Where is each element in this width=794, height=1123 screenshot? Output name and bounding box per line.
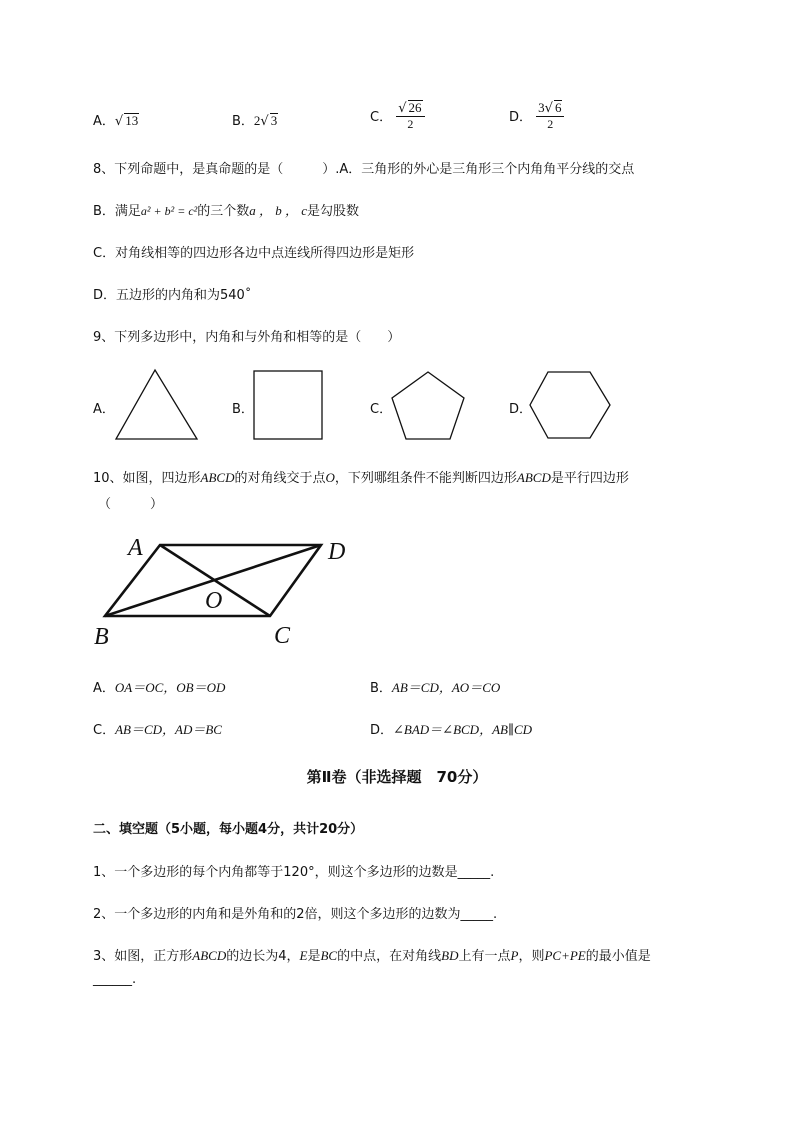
- q7-a-radicand: 13: [125, 113, 139, 128]
- vertex-label-b: B: [94, 624, 109, 650]
- triangle-shape: [116, 370, 197, 439]
- q9-square-figure: [250, 366, 330, 446]
- q8-b-equation: a² + b² = c²: [140, 204, 198, 218]
- q10-option-d: D．∠BAD＝∠BCD，AB∥CD: [370, 722, 533, 738]
- q7-option-c: C． $\frac{√ 26}{2}$: [370, 100, 425, 131]
- part2-title: 第Ⅱ卷（非选择题 70分）: [306, 768, 488, 786]
- vertex-label-c: C: [274, 623, 291, 649]
- q10-option-c: C．AB＝CD，AD＝BC: [93, 722, 222, 738]
- center-label-o: O: [205, 588, 223, 614]
- q10-option-b: B．AB＝CD，AO＝CO: [370, 680, 501, 696]
- q7-option-d: D． $\frac{3√ 6}{2}$: [509, 100, 564, 131]
- pentagon-shape: [392, 372, 464, 439]
- q8-option-d: D．五边形的内角和为540˚: [93, 288, 252, 303]
- square-shape: [254, 371, 322, 439]
- q7-d-fraction: $\frac{3√ 6}{2}$: [536, 100, 564, 131]
- q10-stem: 10、如图，四边形ABCD的对角线交于点O，下列哪组条件不能判断四边形ABCD是平行四边形: [93, 470, 629, 486]
- q8-option-b: B．满足a² + b² = c²的三个数a ， b ， c是勾股数: [93, 203, 360, 219]
- q9-triangle-figure: [112, 366, 204, 446]
- q7-option-b: B．2√ 3: [232, 113, 278, 129]
- q10-parallelogram-figure: [88, 530, 368, 650]
- fill-q2: 2、一个多边形的内角和是外角和的2倍，则这个多边形的边数为_____.: [93, 907, 498, 922]
- vertex-label-a: A: [128, 535, 143, 561]
- q9-label-b: B．: [232, 402, 254, 417]
- q8-stem: 8、下列命题中，是真命题的是（ ）.: [93, 162, 340, 177]
- fill-q3-blank: ______.: [93, 972, 137, 987]
- q9-pentagon-figure: [388, 366, 470, 446]
- q7-option-a: A．√ 13: [93, 113, 139, 129]
- q9-hexagon-figure: [526, 366, 616, 446]
- q7-c-fraction: $\frac{√ 26}{2}$: [396, 100, 424, 131]
- hexagon-shape: [530, 372, 610, 438]
- q9-label-a: A．: [93, 402, 115, 417]
- q8-stem-line: [93, 158, 634, 177]
- fill-in-section-heading: 二、填空题（5小题，每小题4分，共计20分）: [93, 822, 364, 837]
- q8-option-a: A．三角形的外心是三角形三个内角角平分线的交点: [339, 162, 635, 177]
- q10-option-a: A．OA＝OC，OB＝OD: [93, 680, 226, 696]
- q9-label-d: D．: [509, 402, 533, 417]
- q9-label-c: C．: [370, 402, 393, 417]
- fill-q1: 1、一个多边形的每个内角都等于120°，则这个多边形的边数是_____.: [93, 865, 495, 880]
- q10-answer-paren: （ ）: [98, 497, 164, 512]
- fill-q3: 3、如图，正方形ABCD的边长为4，E是BC的中点，在对角线BD上有一点P，则PC+PE的最小值是: [93, 948, 651, 964]
- vertex-label-d: D: [328, 539, 346, 565]
- q8-option-c: C．对角线相等的四边形各边中点连线所得四边形是矩形: [93, 246, 415, 261]
- q9-stem: 9、下列多边形中，内角和与外角和相等的是（ ）: [93, 330, 401, 345]
